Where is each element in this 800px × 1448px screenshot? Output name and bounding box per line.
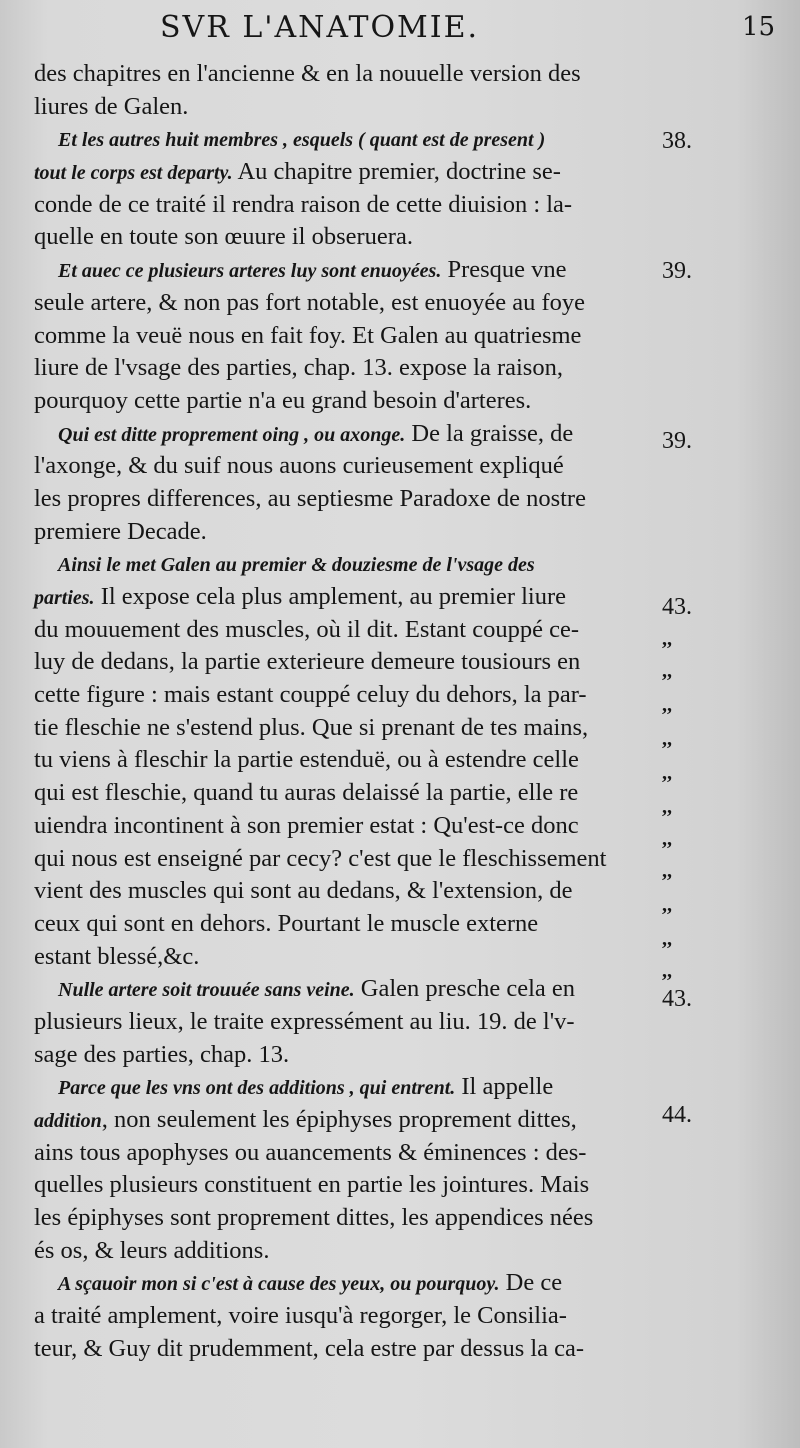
text-line: seule artere, & non pas fort notable, est enuoyée au foye [34,288,586,316]
text-line: tie fleschie ne s'estend plus. Que si prenant de tes mains, [34,713,589,741]
lemma: tout le corps est departy. [34,162,233,185]
quote-mark: ,, [662,762,672,784]
lemma: parties. [34,587,95,609]
text-line: addition, non seulement les épiphyses proprement dittes, [34,1106,577,1133]
text-line: sage des parties, chap. 13. [34,1040,290,1068]
text-line: premiere Decade. [34,517,207,545]
margin-note: 43. [662,986,692,1012]
text-line: les épiphyses sont proprement dittes, les appendices nées [34,1204,594,1232]
text-line: parties. Il expose cela plus amplement, au premier liure [34,583,567,610]
text-line: tu viens à fleschir la partie estenduë, ou à estendre celle [34,746,579,774]
text-line: des chapitres en l'ancienne & en la nouuelle version des [34,60,581,87]
main-text [34,58,654,1366]
text-line: conde de ce traité il rendra raison de cette diuision : la- [34,190,573,218]
running-title: SVR L'ANATOMIE. [160,10,480,45]
text-line: cette figure : mais estant couppé celuy du dehors, la par- [34,681,587,709]
text-line: estant blessé,&c. [34,942,200,970]
quote-mark: ,, [662,660,672,682]
text-line: és os, & leurs additions. [34,1236,270,1264]
text-line: pourquoy cette partie n'a eu grand besoin d'arteres. [34,386,532,414]
text-line: Et auec ce plusieurs arteres luy sont enuoyées. Presque vne [58,256,567,284]
margin-note: 44. [662,1102,692,1128]
text-line: l'axonge, & du suif nous auons curieusement expliqué [34,452,564,480]
text-line: quelles plusieurs constituent en partie les jointures. Mais [34,1171,590,1199]
quote-mark: ,, [662,828,672,850]
text-line: liures de Galen. [34,92,189,120]
quote-mark: ,, [662,894,672,916]
quote-mark: ,, [662,960,672,982]
text-line: du mouuement des muscles, où il dit. Estant couppé ce- [34,615,580,643]
lemma: Et les autres huit membres , esquels ( quant est de present ) [58,129,546,152]
margin-note: 39. [662,258,692,284]
text-line: qui nous est enseigné par cecy? c'est que le fleschissement [34,844,607,872]
lemma: addition [34,1110,102,1132]
text-line: teur, & Guy dit prudemment, cela estre par dessus la ca- [34,1334,585,1362]
text-line: luy de dedans, la partie exterieure demeure tousiours en [34,648,581,676]
text-line: uiendra incontinent à son premier estat : Qu'est-ce donc [34,811,579,839]
lemma: Ainsi le met Galen au premier & douziesme de l'vsage des [58,554,535,577]
page-number: 15 [742,12,776,42]
text-line: les propres differences, au septiesme Paradoxe de nostre [34,484,586,512]
text-line: liure de l'vsage des parties, chap. 13. expose la raison, [34,354,563,382]
lemma: Parce que les vns ont des additions , qui entrent. [58,1077,456,1100]
text-line: Nulle artere soit trouuée sans veine. Galen presche cela en [58,975,576,1003]
lemma: Nulle artere soit trouuée sans veine. [58,979,355,1002]
text-line: plusieurs lieux, le traite expressément au liu. 19. de l'v- [34,1007,575,1035]
quote-mark: ,, [662,796,672,818]
text-line: vient des muscles qui sont au dedans, & l'extension, de [34,877,573,905]
quote-mark: ,, [662,860,672,882]
text-line: comme la veuë nous en fait foy. Et Galen au quatriesme [34,321,582,349]
text-line: Parce que les vns ont des additions , qui entrent. Il appelle [58,1073,554,1101]
lemma: A sçauoir mon si c'est à cause des yeux, ou pourquoy. [58,1273,500,1296]
text-line: Qui est ditte proprement oing , ou axonge. De la graisse, de [58,419,574,447]
text-line: a traité amplement, voire iusqu'à regorger, le Consilia- [34,1302,567,1330]
text-line: ains tous apophyses ou auancements & éminences : des- [34,1138,587,1166]
margin-note: 39. [662,428,692,454]
margin-note: 38. [662,128,692,154]
text-line: tout le corps est departy. Au chapitre premier, doctrine se- [34,158,561,186]
lemma: Qui est ditte proprement oing , ou axonge. [58,423,406,446]
quote-mark: ,, [662,694,672,716]
text-line: qui est fleschie, quand tu auras delaissé la partie, elle re [34,779,579,807]
lemma: Et auec ce plusieurs arteres luy sont enuoyées. [58,260,442,283]
quote-mark: ,, [662,928,672,950]
margin-note: 43. [662,594,692,620]
text-line: A sçauoir mon si c'est à cause des yeux, ou pourquoy. De ce [58,1269,563,1297]
text-line: ceux qui sont en dehors. Pourtant le muscle externe [34,909,539,937]
text-line: quelle en toute son œuure il obseruera. [34,223,413,251]
text-line [34,123,654,156]
quote-mark: ,, [662,628,672,650]
quote-mark: ,, [662,728,672,750]
text-line [34,548,654,581]
